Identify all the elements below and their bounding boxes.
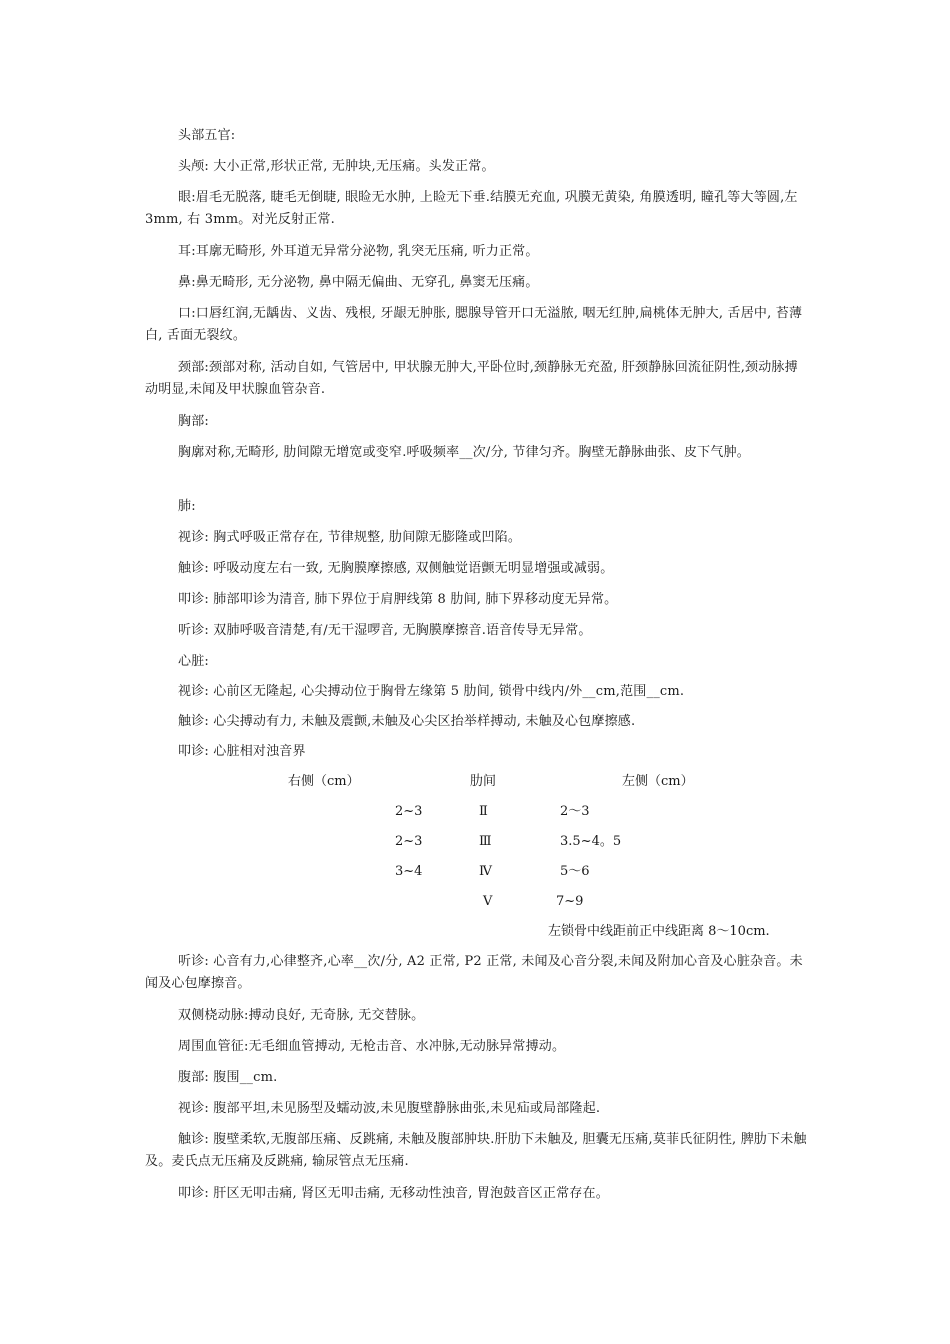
lung-section-title: 肺: (178, 499, 196, 514)
peripheral-vascular-signs: 周围血管征:无毛细血管搏动, 无枪击音、水冲脉,无动脉异常搏动。 (178, 1039, 566, 1054)
table-note: 左锁骨中线距前正中线距离 8～10cm. (548, 924, 770, 939)
table-cell: 3.5~4。5 (560, 834, 622, 849)
table-cell: Ⅱ (479, 804, 488, 819)
lung-inspection: 视诊: 胸式呼吸正常存在, 节律规整, 肋间隙无膨隆或凹陷。 (178, 530, 522, 545)
lung-percussion: 叩诊: 肺部叩诊为清音, 肺下界位于肩胛线第 8 肋间, 肺下界移动度无异常。 (178, 592, 618, 607)
heart-auscultation: 听诊: 心音有力,心律整齐,心率__次/分, A2 正常, P2 正常, 未闻及心音分裂,未闻及附加心音及心脏杂音。未闻及心包摩擦音。 (145, 954, 803, 991)
radial-pulse: 双侧桡动脉:搏动良好, 无奇脉, 无交替脉。 (178, 1008, 425, 1023)
abdomen-inspection: 视诊: 腹部平坦,未见肠型及蠕动波,未见腹壁静脉曲张,未见疝或局部隆起. (178, 1101, 601, 1116)
table-cell: 2~3 (395, 834, 423, 849)
table-header-intercostal: 肋间 (470, 774, 497, 789)
neck-exam: 颈部:颈部对称, 活动自如, 气管居中, 甲状腺无肿大,平卧位时,颈静脉无充盈, 肝颈静脉回流征阴性,颈动脉搏动明显,未闻及甲状腺血管杂音. (145, 360, 798, 397)
heart-section-title: 心脏: (178, 654, 209, 669)
table-cell: 5～6 (560, 864, 590, 879)
table-cell: Ⅲ (479, 834, 492, 849)
abdomen-section-title: 腹部: 腹围__cm. (178, 1070, 278, 1085)
head-section-title: 头部五官: (178, 128, 236, 143)
table-cell: 3~4 (395, 864, 423, 879)
skull-exam: 头颅: 大小正常,形状正常, 无肿块,无压痛。头发正常。 (178, 159, 495, 174)
table-header-left: 左侧（cm） (622, 774, 694, 789)
ear-exam: 耳:耳廓无畸形, 外耳道无异常分泌物, 乳突无压痛, 听力正常。 (178, 244, 539, 259)
lung-auscultation: 听诊: 双肺呼吸音清楚,有/无干湿啰音, 无胸膜摩擦音.语音传导无异常。 (178, 623, 592, 638)
table-cell: 2～3 (560, 804, 590, 819)
eye-exam: 眼:眉毛无脱落, 睫毛无倒睫, 眼睑无水肿, 上睑无下垂.结膜无充血, 巩膜无黄染, 角膜透明, 瞳孔等大等圆,左 3mm, 右 3mm。对光反射正常. (145, 190, 802, 227)
nose-exam: 鼻:鼻无畸形, 无分泌物, 鼻中隔无偏曲、无穿孔, 鼻窦无压痛。 (178, 275, 539, 290)
heart-percussion: 叩诊: 心脏相对浊音界 (178, 744, 306, 759)
chest-section-title: 胸部: (178, 414, 209, 429)
chest-exam: 胸廓对称,无畸形, 肋间隙无增宽或变窄.呼吸频率__次/分, 节律匀齐。胸壁无静脉曲张、皮下气肿。 (178, 445, 750, 460)
heart-inspection: 视诊: 心前区无隆起, 心尖搏动位于胸骨左缘第 5 肋间, 锁骨中线内/外__cm,范围__cm. (178, 684, 685, 699)
lung-palpation: 触诊: 呼吸动度左右一致, 无胸膜摩擦感, 双侧触觉语颤无明显增强或减弱。 (178, 561, 614, 576)
heart-palpation: 触诊: 心尖搏动有力, 未触及震颤,未触及心尖区抬举样搏动, 未触及心包摩擦感. (178, 714, 636, 729)
abdomen-palpation: 触诊: 腹壁柔软,无腹部压痛、反跳痛, 未触及腹部肿块.肝肋下未触及, 胆囊无压痛,莫菲氏征阴性, 脾肋下未触及。麦氏点无压痛及反跳痛, 输尿管点无压痛. (145, 1132, 807, 1169)
table-cell: Ⅴ (483, 894, 493, 909)
abdomen-percussion: 叩诊: 肝区无叩击痛, 肾区无叩击痛, 无移动性浊音, 胃泡鼓音区正常存在。 (178, 1186, 609, 1201)
table-cell: 7~9 (556, 894, 584, 909)
table-cell: 2~3 (395, 804, 423, 819)
mouth-exam: 口:口唇红润,无龋齿、义齿、残根, 牙龈无肿胀, 腮腺导管开口无溢脓, 咽无红肿,扁桃体无肿大, 舌居中, 苔薄白, 舌面无裂纹。 (145, 306, 803, 343)
table-cell: Ⅳ (479, 864, 492, 879)
table-header-right: 右侧（cm） (288, 774, 360, 789)
